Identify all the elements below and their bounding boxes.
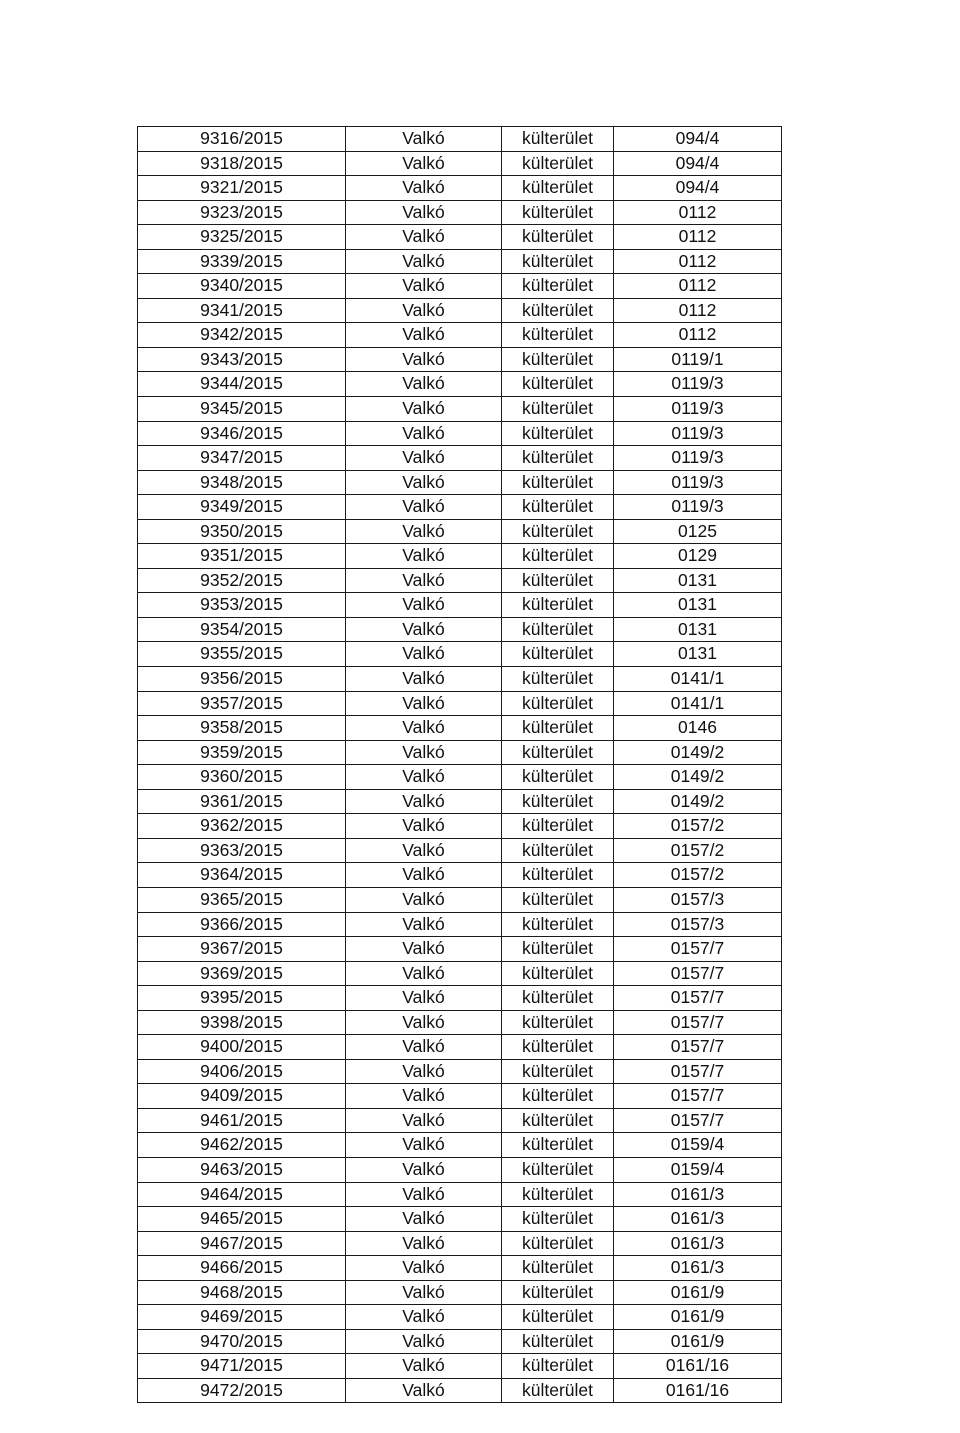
parcel-number-cell: 0141/1 [614,691,782,716]
area-type-cell: külterület [502,740,614,765]
parcel-number-cell: 0119/3 [614,397,782,422]
settlement-cell: Valkó [346,937,502,962]
area-type-cell: külterület [502,838,614,863]
case-number-cell: 9395/2015 [138,986,346,1011]
parcel-table-body [138,127,782,1403]
case-number-cell: 9467/2015 [138,1231,346,1256]
area-type-cell: külterület [502,519,614,544]
table-row [138,1084,782,1109]
settlement-cell: Valkó [346,470,502,495]
area-type-cell: külterület [502,789,614,814]
case-number-cell: 9470/2015 [138,1329,346,1354]
area-type-cell: külterület [502,274,614,299]
case-number-cell: 9344/2015 [138,372,346,397]
parcel-number-cell: 0159/4 [614,1157,782,1182]
case-number-cell: 9363/2015 [138,838,346,863]
case-number-cell: 9343/2015 [138,347,346,372]
table-row [138,1035,782,1060]
case-number-cell: 9318/2015 [138,151,346,176]
settlement-cell: Valkó [346,1280,502,1305]
settlement-cell: Valkó [346,887,502,912]
parcel-number-cell: 0129 [614,544,782,569]
area-type-cell: külterület [502,1059,614,1084]
parcel-number-cell: 0131 [614,568,782,593]
case-number-cell: 9354/2015 [138,617,346,642]
table-row [138,593,782,618]
table-row [138,200,782,225]
case-number-cell: 9316/2015 [138,127,346,152]
settlement-cell: Valkó [346,298,502,323]
table-row [138,617,782,642]
area-type-cell: külterület [502,937,614,962]
parcel-number-cell: 0161/9 [614,1329,782,1354]
table-row [138,1010,782,1035]
table-row [138,1231,782,1256]
area-type-cell: külterület [502,568,614,593]
settlement-cell: Valkó [346,274,502,299]
case-number-cell: 9345/2015 [138,397,346,422]
settlement-cell: Valkó [346,1059,502,1084]
parcel-number-cell: 0157/7 [614,1084,782,1109]
table-row [138,765,782,790]
case-number-cell: 9466/2015 [138,1256,346,1281]
table-row [138,347,782,372]
parcel-number-cell: 0112 [614,249,782,274]
area-type-cell: külterület [502,691,614,716]
case-number-cell: 9366/2015 [138,912,346,937]
table-row [138,323,782,348]
case-number-cell: 9348/2015 [138,470,346,495]
case-number-cell: 9465/2015 [138,1207,346,1232]
table-row [138,716,782,741]
settlement-cell: Valkó [346,691,502,716]
case-number-cell: 9353/2015 [138,593,346,618]
parcel-number-cell: 0157/7 [614,1010,782,1035]
settlement-cell: Valkó [346,200,502,225]
area-type-cell: külterület [502,397,614,422]
settlement-cell: Valkó [346,1354,502,1379]
area-type-cell: külterület [502,1010,614,1035]
table-row [138,1305,782,1330]
settlement-cell: Valkó [346,127,502,152]
table-row [138,225,782,250]
settlement-cell: Valkó [346,519,502,544]
case-number-cell: 9461/2015 [138,1108,346,1133]
case-number-cell: 9346/2015 [138,421,346,446]
table-row [138,176,782,201]
case-number-cell: 9323/2015 [138,200,346,225]
area-type-cell: külterület [502,372,614,397]
settlement-cell: Valkó [346,347,502,372]
case-number-cell: 9352/2015 [138,568,346,593]
settlement-cell: Valkó [346,765,502,790]
table-row [138,887,782,912]
parcel-number-cell: 0157/7 [614,961,782,986]
table-row [138,1182,782,1207]
parcel-number-cell: 0141/1 [614,667,782,692]
case-number-cell: 9398/2015 [138,1010,346,1035]
area-type-cell: külterület [502,642,614,667]
parcel-number-cell: 0161/16 [614,1354,782,1379]
area-type-cell: külterület [502,1084,614,1109]
area-type-cell: külterület [502,200,614,225]
parcel-number-cell: 0112 [614,298,782,323]
case-number-cell: 9369/2015 [138,961,346,986]
settlement-cell: Valkó [346,1231,502,1256]
settlement-cell: Valkó [346,667,502,692]
parcel-number-cell: 0157/7 [614,937,782,962]
case-number-cell: 9351/2015 [138,544,346,569]
table-row [138,642,782,667]
case-number-cell: 9325/2015 [138,225,346,250]
table-row [138,274,782,299]
parcel-number-cell: 0161/3 [614,1182,782,1207]
table-row [138,544,782,569]
case-number-cell: 9362/2015 [138,814,346,839]
table-row [138,740,782,765]
case-number-cell: 9340/2015 [138,274,346,299]
parcel-number-cell: 0157/7 [614,1108,782,1133]
case-number-cell: 9350/2015 [138,519,346,544]
case-number-cell: 9360/2015 [138,765,346,790]
settlement-cell: Valkó [346,642,502,667]
case-number-cell: 9355/2015 [138,642,346,667]
table-row [138,937,782,962]
parcel-number-cell: 0112 [614,225,782,250]
settlement-cell: Valkó [346,814,502,839]
case-number-cell: 9367/2015 [138,937,346,962]
table-row [138,470,782,495]
area-type-cell: külterület [502,765,614,790]
area-type-cell: külterület [502,127,614,152]
settlement-cell: Valkó [346,1182,502,1207]
parcel-number-cell: 0119/3 [614,470,782,495]
table-row [138,298,782,323]
case-number-cell: 9472/2015 [138,1378,346,1403]
table-row [138,814,782,839]
settlement-cell: Valkó [346,1378,502,1403]
case-number-cell: 9347/2015 [138,446,346,471]
table-row [138,1354,782,1379]
area-type-cell: külterület [502,1133,614,1158]
parcel-number-cell: 0119/1 [614,347,782,372]
settlement-cell: Valkó [346,372,502,397]
settlement-cell: Valkó [346,1108,502,1133]
settlement-cell: Valkó [346,1084,502,1109]
parcel-number-cell: 0119/3 [614,372,782,397]
table-row [138,1133,782,1158]
settlement-cell: Valkó [346,617,502,642]
settlement-cell: Valkó [346,740,502,765]
area-type-cell: külterület [502,593,614,618]
settlement-cell: Valkó [346,421,502,446]
area-type-cell: külterület [502,225,614,250]
parcel-number-cell: 0161/3 [614,1231,782,1256]
settlement-cell: Valkó [346,716,502,741]
area-type-cell: külterület [502,1157,614,1182]
settlement-cell: Valkó [346,1256,502,1281]
area-type-cell: külterület [502,446,614,471]
case-number-cell: 9471/2015 [138,1354,346,1379]
parcel-number-cell: 0131 [614,593,782,618]
settlement-cell: Valkó [346,838,502,863]
case-number-cell: 9357/2015 [138,691,346,716]
area-type-cell: külterület [502,863,614,888]
parcel-number-cell: 0157/3 [614,912,782,937]
area-type-cell: külterület [502,1305,614,1330]
table-row [138,568,782,593]
area-type-cell: külterület [502,544,614,569]
case-number-cell: 9321/2015 [138,176,346,201]
parcel-number-cell: 0157/2 [614,838,782,863]
table-row [138,667,782,692]
parcel-number-cell: 0149/2 [614,740,782,765]
parcel-number-cell: 0161/3 [614,1256,782,1281]
area-type-cell: külterület [502,887,614,912]
parcel-number-cell: 0157/2 [614,863,782,888]
document-page [137,126,782,1403]
parcel-number-cell: 094/4 [614,127,782,152]
area-type-cell: külterület [502,421,614,446]
case-number-cell: 9406/2015 [138,1059,346,1084]
case-number-cell: 9356/2015 [138,667,346,692]
area-type-cell: külterület [502,323,614,348]
table-row [138,1329,782,1354]
case-number-cell: 9361/2015 [138,789,346,814]
parcel-table [137,126,782,1403]
case-number-cell: 9464/2015 [138,1182,346,1207]
area-type-cell: külterület [502,1182,614,1207]
area-type-cell: külterület [502,667,614,692]
parcel-number-cell: 0125 [614,519,782,544]
settlement-cell: Valkó [346,1133,502,1158]
parcel-number-cell: 0161/9 [614,1280,782,1305]
case-number-cell: 9463/2015 [138,1157,346,1182]
case-number-cell: 9341/2015 [138,298,346,323]
table-row [138,1108,782,1133]
settlement-cell: Valkó [346,446,502,471]
settlement-cell: Valkó [346,912,502,937]
parcel-number-cell: 0157/7 [614,1059,782,1084]
case-number-cell: 9409/2015 [138,1084,346,1109]
settlement-cell: Valkó [346,323,502,348]
area-type-cell: külterület [502,814,614,839]
area-type-cell: külterület [502,1108,614,1133]
area-type-cell: külterület [502,249,614,274]
area-type-cell: külterület [502,495,614,520]
table-row [138,151,782,176]
table-row [138,127,782,152]
parcel-number-cell: 0157/7 [614,986,782,1011]
settlement-cell: Valkó [346,249,502,274]
settlement-cell: Valkó [346,1035,502,1060]
table-row [138,519,782,544]
settlement-cell: Valkó [346,1305,502,1330]
parcel-number-cell: 0161/9 [614,1305,782,1330]
case-number-cell: 9358/2015 [138,716,346,741]
parcel-number-cell: 0161/16 [614,1378,782,1403]
table-row [138,789,782,814]
table-row [138,249,782,274]
area-type-cell: külterület [502,298,614,323]
area-type-cell: külterület [502,1231,614,1256]
settlement-cell: Valkó [346,495,502,520]
area-type-cell: külterület [502,986,614,1011]
parcel-number-cell: 094/4 [614,151,782,176]
area-type-cell: külterület [502,1207,614,1232]
table-row [138,372,782,397]
case-number-cell: 9462/2015 [138,1133,346,1158]
area-type-cell: külterület [502,617,614,642]
case-number-cell: 9349/2015 [138,495,346,520]
case-number-cell: 9365/2015 [138,887,346,912]
case-number-cell: 9400/2015 [138,1035,346,1060]
area-type-cell: külterület [502,716,614,741]
parcel-number-cell: 0119/3 [614,421,782,446]
case-number-cell: 9359/2015 [138,740,346,765]
settlement-cell: Valkó [346,593,502,618]
parcel-number-cell: 0146 [614,716,782,741]
parcel-number-cell: 0119/3 [614,446,782,471]
parcel-number-cell: 0157/3 [614,887,782,912]
settlement-cell: Valkó [346,1010,502,1035]
settlement-cell: Valkó [346,1329,502,1354]
settlement-cell: Valkó [346,863,502,888]
case-number-cell: 9364/2015 [138,863,346,888]
settlement-cell: Valkó [346,1157,502,1182]
area-type-cell: külterület [502,470,614,495]
table-row [138,1157,782,1182]
settlement-cell: Valkó [346,397,502,422]
parcel-number-cell: 0149/2 [614,765,782,790]
table-row [138,838,782,863]
table-row [138,1256,782,1281]
parcel-number-cell: 0159/4 [614,1133,782,1158]
area-type-cell: külterület [502,1354,614,1379]
table-row [138,421,782,446]
settlement-cell: Valkó [346,544,502,569]
table-row [138,1378,782,1403]
area-type-cell: külterület [502,1035,614,1060]
settlement-cell: Valkó [346,1207,502,1232]
parcel-number-cell: 0161/3 [614,1207,782,1232]
parcel-number-cell: 0112 [614,274,782,299]
table-row [138,961,782,986]
table-row [138,446,782,471]
table-row [138,863,782,888]
table-row [138,986,782,1011]
case-number-cell: 9469/2015 [138,1305,346,1330]
table-row [138,1280,782,1305]
area-type-cell: külterület [502,1280,614,1305]
settlement-cell: Valkó [346,225,502,250]
area-type-cell: külterület [502,1378,614,1403]
parcel-number-cell: 0149/2 [614,789,782,814]
parcel-number-cell: 0112 [614,200,782,225]
settlement-cell: Valkó [346,151,502,176]
table-row [138,912,782,937]
parcel-number-cell: 094/4 [614,176,782,201]
settlement-cell: Valkó [346,986,502,1011]
area-type-cell: külterület [502,1256,614,1281]
settlement-cell: Valkó [346,176,502,201]
settlement-cell: Valkó [346,789,502,814]
parcel-number-cell: 0131 [614,642,782,667]
table-row [138,1207,782,1232]
case-number-cell: 9339/2015 [138,249,346,274]
area-type-cell: külterület [502,912,614,937]
parcel-number-cell: 0119/3 [614,495,782,520]
case-number-cell: 9342/2015 [138,323,346,348]
table-row [138,495,782,520]
table-row [138,397,782,422]
parcel-number-cell: 0157/7 [614,1035,782,1060]
table-row [138,691,782,716]
area-type-cell: külterület [502,176,614,201]
area-type-cell: külterület [502,961,614,986]
table-row [138,1059,782,1084]
case-number-cell: 9468/2015 [138,1280,346,1305]
parcel-number-cell: 0131 [614,617,782,642]
parcel-number-cell: 0157/2 [614,814,782,839]
parcel-number-cell: 0112 [614,323,782,348]
area-type-cell: külterület [502,347,614,372]
area-type-cell: külterület [502,1329,614,1354]
area-type-cell: külterület [502,151,614,176]
settlement-cell: Valkó [346,568,502,593]
settlement-cell: Valkó [346,961,502,986]
